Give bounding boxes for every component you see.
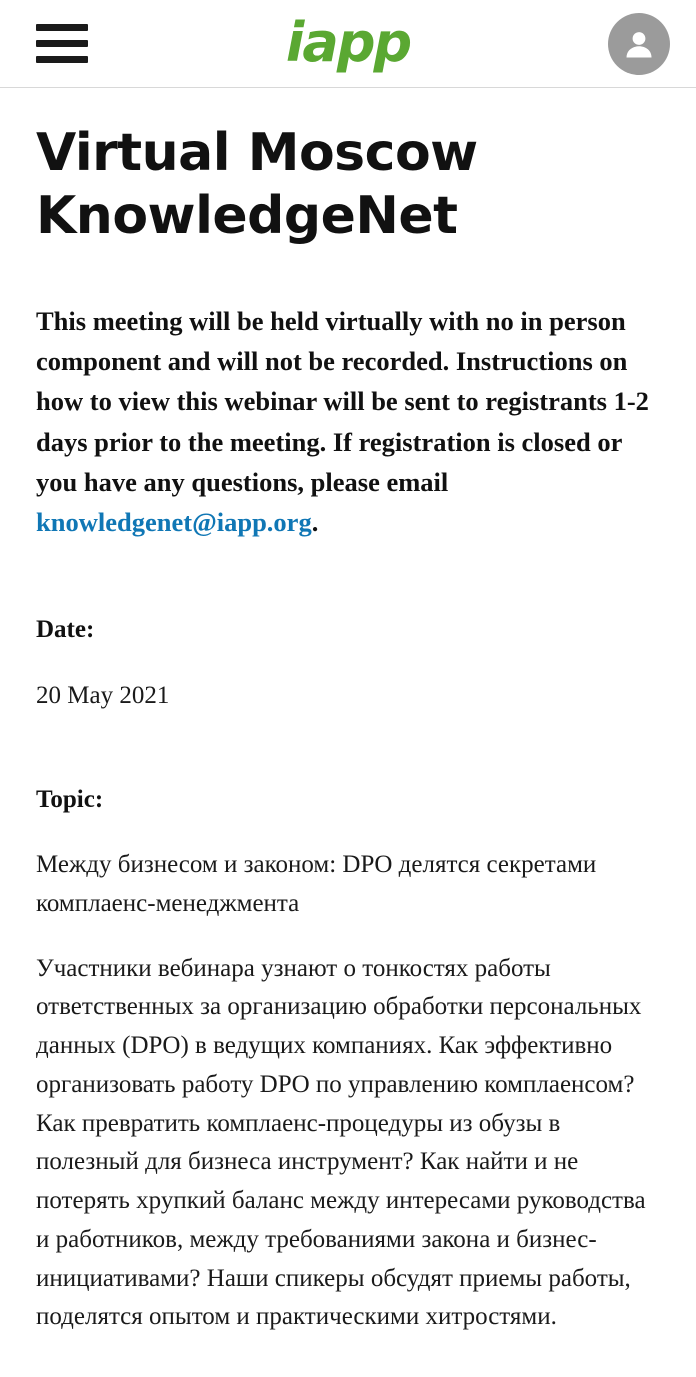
notice-text-after-link: . <box>311 507 319 538</box>
topic-label: Topic: <box>36 785 104 813</box>
page-title: Virtual Moscow KnowledgeNet <box>36 123 478 247</box>
page-content <box>0 88 696 1377</box>
date-section <box>36 614 660 715</box>
topic-title: Между бизнесом и законом: DPO делятся секретами комплаенс-менеджмента <box>36 851 597 917</box>
hamburger-menu-icon[interactable] <box>36 24 88 64</box>
hamburger-bar <box>36 56 88 63</box>
user-avatar-icon[interactable] <box>608 13 670 75</box>
site-header <box>0 0 696 88</box>
notice-text-before-link: This meeting will be held virtually with no in person component and will not be recorded. Instructions on how to view this webinar will be sent to registrants 1-2 days prior to the meeting. If registration is closed or you have any questions, please email <box>36 305 649 497</box>
topic-description: Участники вебинара узнают о тонкостях работы ответственных за организацию обработки персональных данных (DPO) в ведущих компаниях. Как эффективно организовать работу DPO по управлению комплаенсом? Как превратить комплаенс-процедуры из обузы в полезный для бизнеса инструмент? Как найти и не потерять хрупкий баланс между интересами руководства и работников, между требованиями закона и бизнес-инициативами? Наши спикеры обсудят приемы работы, поделятся опытом и практическими хитростями. <box>36 954 646 1331</box>
hamburger-bar <box>36 40 88 47</box>
date-label: Date: <box>36 616 95 644</box>
topic-section <box>36 784 660 1338</box>
contact-email-link[interactable]: knowledgenet@iapp.org <box>36 507 312 538</box>
hamburger-bar <box>36 24 88 31</box>
meeting-notice <box>36 301 660 543</box>
date-value: 20 May 2021 <box>36 681 170 709</box>
iapp-logo[interactable]: iapp <box>285 10 411 74</box>
